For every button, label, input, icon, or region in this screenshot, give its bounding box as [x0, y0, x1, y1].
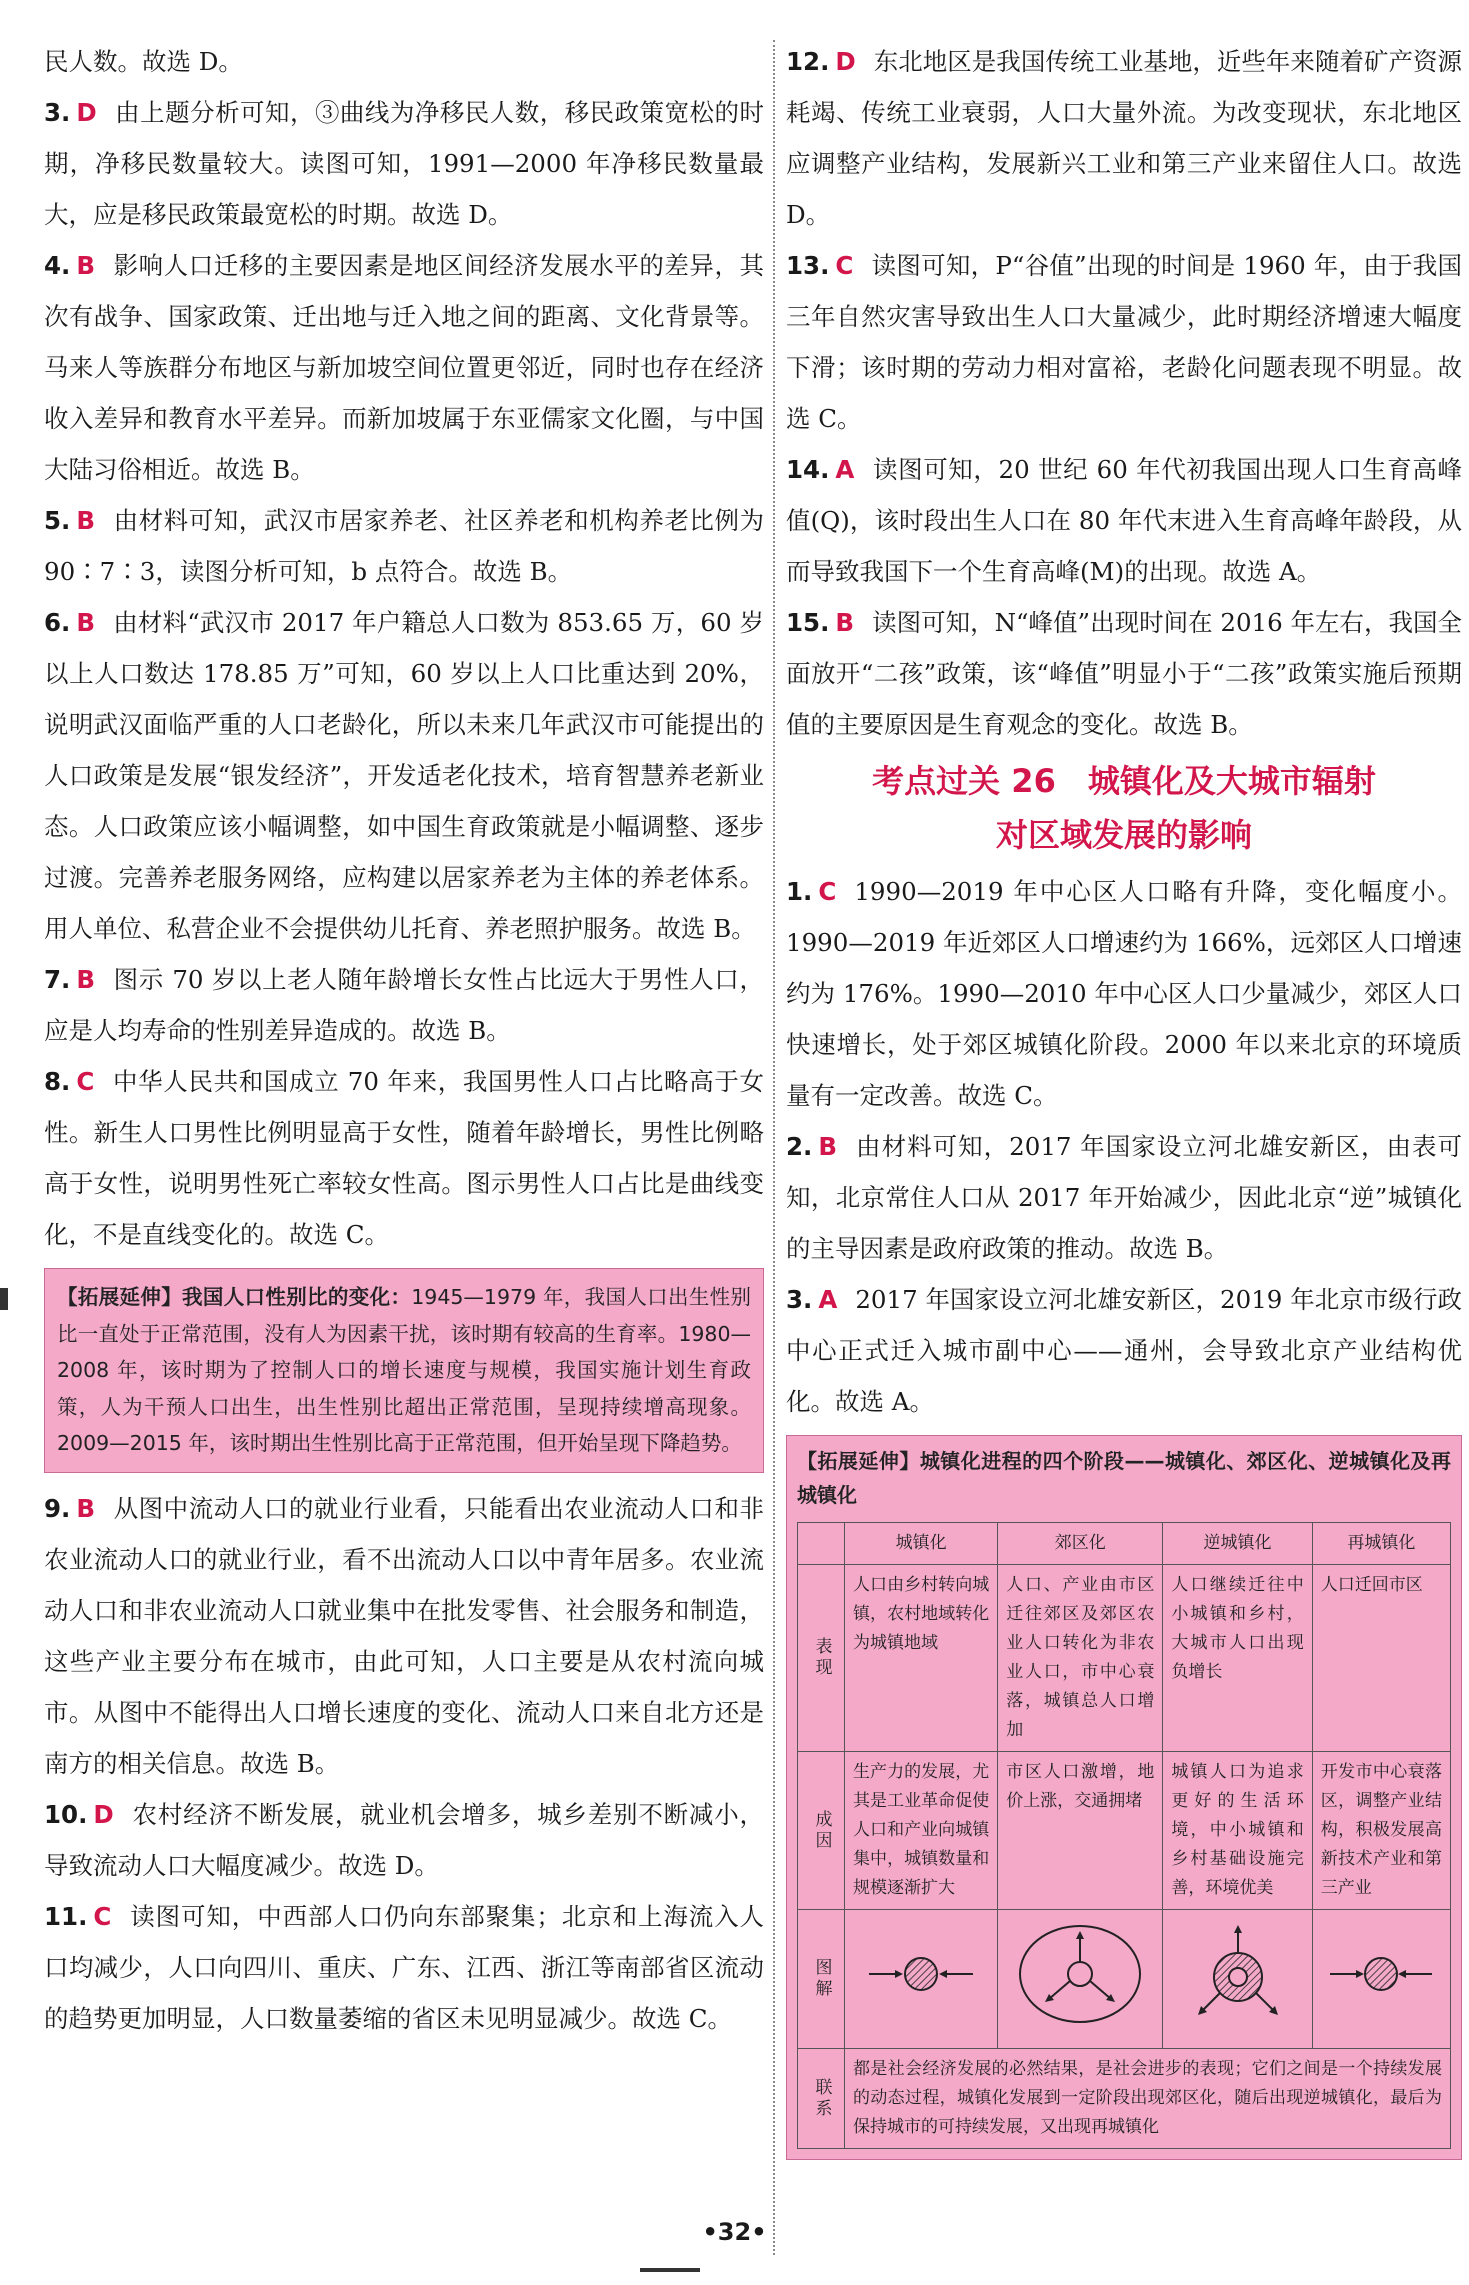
table-row: [798, 2049, 1451, 2149]
answer-letter: D: [93, 1799, 114, 1829]
answer-letter: C: [76, 1067, 95, 1096]
answer-item: [44, 240, 764, 495]
answer-item: [786, 866, 1462, 1121]
stage-box-title: 城镇化进程的四个阶段——城镇化、郊区化、逆城镇化及再城镇化: [797, 1449, 1452, 1507]
answer-letter: A: [818, 1285, 838, 1314]
table-cell: 人口、产业由市区迁往郊区及郊区农业人口转化为非农业人口，市中心衰落，城镇总人口增加: [998, 1565, 1163, 1752]
question-number: 5.: [44, 506, 71, 535]
answer-item: [44, 954, 764, 1056]
diagram-urbanization-icon: [861, 1929, 981, 2019]
answer-letter: D: [835, 47, 856, 76]
right-column: [786, 36, 1462, 2170]
stage-box-head: [797, 1444, 1451, 1512]
right-answer-list: [786, 36, 1462, 750]
section-title-line2: 对区域发展的影响: [995, 816, 1252, 854]
explanation-text: 读图可知，P“谷值”出现的时间是 1960 年，由于我国三年自然灾害导致出生人口大量减少，此时期经济增速大幅度下滑；该时期的劳动力相对富裕，老龄化问题表现不明显。故选 C。: [786, 251, 1462, 433]
left-column: [44, 36, 764, 2044]
answer-item: [44, 87, 764, 240]
diagram-suburbanization: [998, 1910, 1163, 2049]
column-divider: [773, 40, 775, 2255]
diagram-re-urbanization: [1312, 1910, 1450, 2049]
question-number: 8.: [44, 1067, 71, 1096]
explanation-text: 读图可知，N“峰值”出现时间在 2016 年左右，我国全面放开“二孩”政策，该“峰值”明显小于“二孩”政策实施后预期值的主要原因是生育观念的变化。故选 B。: [786, 608, 1463, 739]
urbanization-stage-table: [797, 1522, 1451, 2149]
explanation-text: 民人数。故选 D。: [44, 47, 243, 76]
answer-item: [786, 1274, 1462, 1427]
answer-letter: A: [835, 455, 855, 484]
crop-mark: [640, 2268, 700, 2272]
answer-letter: B: [818, 1132, 838, 1161]
diagram-suburbanization-icon: [1015, 1919, 1145, 2029]
question-number: 6.: [44, 608, 71, 637]
table-header: 城镇化: [845, 1523, 998, 1565]
question-number: 2.: [786, 1132, 813, 1161]
table-cell: 人口继续迁往中小城镇和乡村，大城市人口出现负增长: [1163, 1565, 1312, 1752]
question-number: 15.: [786, 608, 830, 637]
question-number: 4.: [44, 251, 71, 280]
diagram-urbanization: [845, 1910, 998, 2049]
question-number: 14.: [786, 455, 830, 484]
question-number: 11.: [44, 1901, 88, 1931]
explanation-text: 由材料可知，2017 年国家设立河北雄安新区，由表可知，北京常住人口从 2017 年开始减少，因此北京“逆”城镇化的主导因素是政府政策的推动。故选 B。: [786, 1132, 1462, 1263]
answer-item: [786, 240, 1462, 444]
answer-item: [44, 1483, 764, 1789]
table-cell: 城镇人口为追求更好的生活环境，中小城镇和乡村基础设施完善，环境优美: [1163, 1752, 1312, 1910]
table-row: [798, 1752, 1451, 1910]
question-number: 1.: [786, 877, 813, 906]
question-number: 13.: [786, 251, 830, 280]
answer-item: [786, 1121, 1462, 1274]
answer-item: [44, 597, 764, 954]
explanation-text: 由材料可知，武汉市居家养老、社区养老和机构养老比例为 90∶7∶3，读图分析可知，b 点符合。故选 B。: [44, 506, 764, 586]
row-label: 表现: [798, 1565, 845, 1752]
question-number: 7.: [44, 965, 71, 994]
crop-mark: [0, 1288, 8, 1310]
explanation-text: 中华人民共和国成立 70 年来，我国男性人口占比略高于女性。新生人口男性比例明显高于女性，随着年龄增长，男性比例略高于女性，说明男性死亡率较女性高。图示男性人口占比是曲线变化，不是直线变化的。故选 C。: [44, 1067, 764, 1249]
extension-box-urbanization: [786, 1435, 1462, 2160]
table-corner: [798, 1523, 845, 1565]
answer-item: [44, 36, 764, 87]
table-cell: 市区人口激增，地价上涨，交通拥堵: [998, 1752, 1163, 1910]
right-answer-list-2: [786, 866, 1462, 1427]
table-header: 逆城镇化: [1163, 1523, 1312, 1565]
explanation-text: 从图中流动人口的就业行业看，只能看出农业流动人口和非农业流动人口的就业行业，看不出流动人口以中青年居多。农业流动人口和非农业流动人口就业集中在批发零售、社会服务和制造，这些产业主要分布在城市，由此可知，人口主要是从农村流向城市。从图中不能得出人口增长速度的变化、流动人口来自北方还是南方的相关信息。故选 B。: [44, 1493, 764, 1778]
diagram-counter-urbanization: [1163, 1910, 1312, 2049]
answer-letter: B: [76, 608, 96, 637]
explanation-text: 读图可知，中西部人口仍向东部聚集；北京和上海流入人口均减少，人口向四川、重庆、广东、江西、浙江等南部省区流动的趋势更加明显，人口数量萎缩的省区未见明显减少。故选 C。: [44, 1901, 764, 2033]
answer-item: [786, 597, 1462, 750]
left-answer-list: [44, 36, 764, 1260]
answer-letter: D: [76, 98, 97, 127]
question-number: 9.: [44, 1493, 71, 1523]
table-cell: 开发市中心衰落区，调整产业结构，积极发展高新技术产业和第三产业: [1312, 1752, 1450, 1910]
table-row: [798, 1910, 1451, 2049]
question-number: 3.: [44, 98, 71, 127]
explanation-text: 2017 年国家设立河北雄安新区，2019 年北京市级行政中心正式迁入城市副中心——通州，会导致北京产业结构优化。故选 A。: [786, 1285, 1462, 1416]
answer-item: [44, 1789, 764, 1891]
answer-item: [786, 36, 1462, 240]
row-label: 联系: [798, 2049, 845, 2149]
explanation-text: 由上题分析可知，③曲线为净移民人数，移民政策宽松的时期，净移民数量较大。读图可知，1991—2000 年净移民数量最大，应是移民政策最宽松的时期。故选 D。: [44, 98, 764, 229]
row-label: 图解: [798, 1910, 845, 2049]
answer-letter: C: [93, 1901, 112, 1931]
explanation-text: 由材料“武汉市 2017 年户籍总人口数为 853.65 万，60 岁以上人口数达 178.85 万”可知，60 岁以上人口比重达到 20%，说明武汉面临严重的人口老龄化，所以未来几年武汉市可能提出的人口政策是发展“银发经济”，开发适老化技术，培育智慧养老新业态。人口政策应该小幅调整，如中国生育政策就是小幅调整、逐步过渡。完善养老服务网络，应构建以居家养老为主体的养老体系。用人单位、私营企业不会提供幼儿托育、养老照护服务。故选 B。: [44, 608, 764, 943]
extension-title: 我国人口性别比的变化：: [182, 1285, 412, 1309]
answer-letter: B: [76, 1493, 96, 1523]
explanation-text: 读图可知，20 世纪 60 年代初我国出现人口生育高峰值(Q)，该时段出生人口在 80 年代末进入生育高峰年龄段，从而导致我国下一个生育高峰(M)的出现。故选 A。: [786, 455, 1462, 586]
extension-tag: 【拓展延伸】: [57, 1285, 183, 1309]
answer-item: [44, 495, 764, 597]
table-cell: 生产力的发展，尤其是工业革命促使人口和产业向城镇集中，城镇数量和规模逐渐扩大: [845, 1752, 998, 1910]
question-number: 3.: [786, 1285, 813, 1314]
question-number: 12.: [786, 47, 830, 76]
page-number: •32•: [702, 2218, 767, 2246]
answer-letter: C: [835, 251, 854, 280]
diagram-counter-urbanization-icon: [1178, 1919, 1298, 2029]
answer-item: [44, 1891, 764, 2044]
answer-item: [44, 1056, 764, 1260]
table-cell: 人口迁回市区: [1312, 1565, 1450, 1752]
answer-item: [786, 444, 1462, 597]
table-header: 郊区化: [998, 1523, 1163, 1565]
answer-letter: B: [76, 251, 96, 280]
explanation-text: 东北地区是我国传统工业基地，近些年来随着矿产资源耗竭、传统工业衰弱，人口大量外流。为改变现状，东北地区应调整产业结构，发展新兴工业和第三产业来留住人口。故选 D。: [786, 47, 1462, 229]
extension-tag: 【拓展延伸】: [797, 1449, 920, 1473]
table-row: [798, 1565, 1451, 1752]
left-answer-list-2: [44, 1483, 764, 2044]
answer-letter: B: [835, 608, 855, 637]
answer-letter: B: [76, 965, 96, 994]
answer-letter: B: [76, 506, 96, 535]
answer-letter: C: [818, 877, 837, 906]
extension-box-sex-ratio: [44, 1268, 764, 1473]
question-number: 10.: [44, 1799, 88, 1829]
row-label: 成因: [798, 1752, 845, 1910]
extension-text: 1945—1979 年，我国人口出生性别比一直处于正常范围，没有人为因素干扰，该时期有较高的生育率。1980—2008 年，该时期为了控制人口的增长速度与规模，我国实施计划生育政策，人为干预人口出生，出生性别比超出正常范围，呈现持续增高现象。2009—2015 年，该时期出生性别比高于正常范围，但开始呈现下降趋势。: [57, 1285, 752, 1455]
explanation-text: 图示 70 岁以上老人随年龄增长女性占比远大于男性人口，应是人均寿命的性别差异造成的。故选 B。: [44, 965, 764, 1045]
table-cell: 人口由乡村转向城镇，农村地域转化为城镇地域: [845, 1565, 998, 1752]
table-header: 再城镇化: [1312, 1523, 1450, 1565]
section-title-line1: 考点过关 26 城镇化及大城市辐射: [872, 762, 1376, 800]
diagram-re-urbanization-icon: [1326, 1929, 1436, 2019]
table-cell-link: 都是社会经济发展的必然结果，是社会进步的表现；它们之间是一个持续发展的动态过程，城镇化发展到一定阶段出现郊区化，随后出现逆城镇化，最后为保持城市的可持续发展，又出现再城镇化: [845, 2049, 1451, 2149]
explanation-text: 影响人口迁移的主要因素是地区间经济发展水平的差异，其次有战争、国家政策、迁出地与迁入地之间的距离、文化背景等。马来人等族群分布地区与新加坡空间位置更邻近，同时也存在经济收入差异和教育水平差异。而新加坡属于东亚儒家文化圈，与中国大陆习俗相近。故选 B。: [44, 251, 764, 484]
explanation-text: 1990—2019 年中心区人口略有升降，变化幅度小。1990—2019 年近郊区人口增速约为 166%，远郊区人口增速约为 176%。1990—2010 年中心区人口少量减少，郊区人口快速增长，处于郊区城镇化阶段。2000 年以来北京的环境质量有一定改善。故选 C。: [786, 877, 1462, 1110]
explanation-text: 农村经济不断发展，就业机会增多，城乡差别不断减小，导致流动人口大幅度减少。故选 D。: [44, 1799, 764, 1880]
